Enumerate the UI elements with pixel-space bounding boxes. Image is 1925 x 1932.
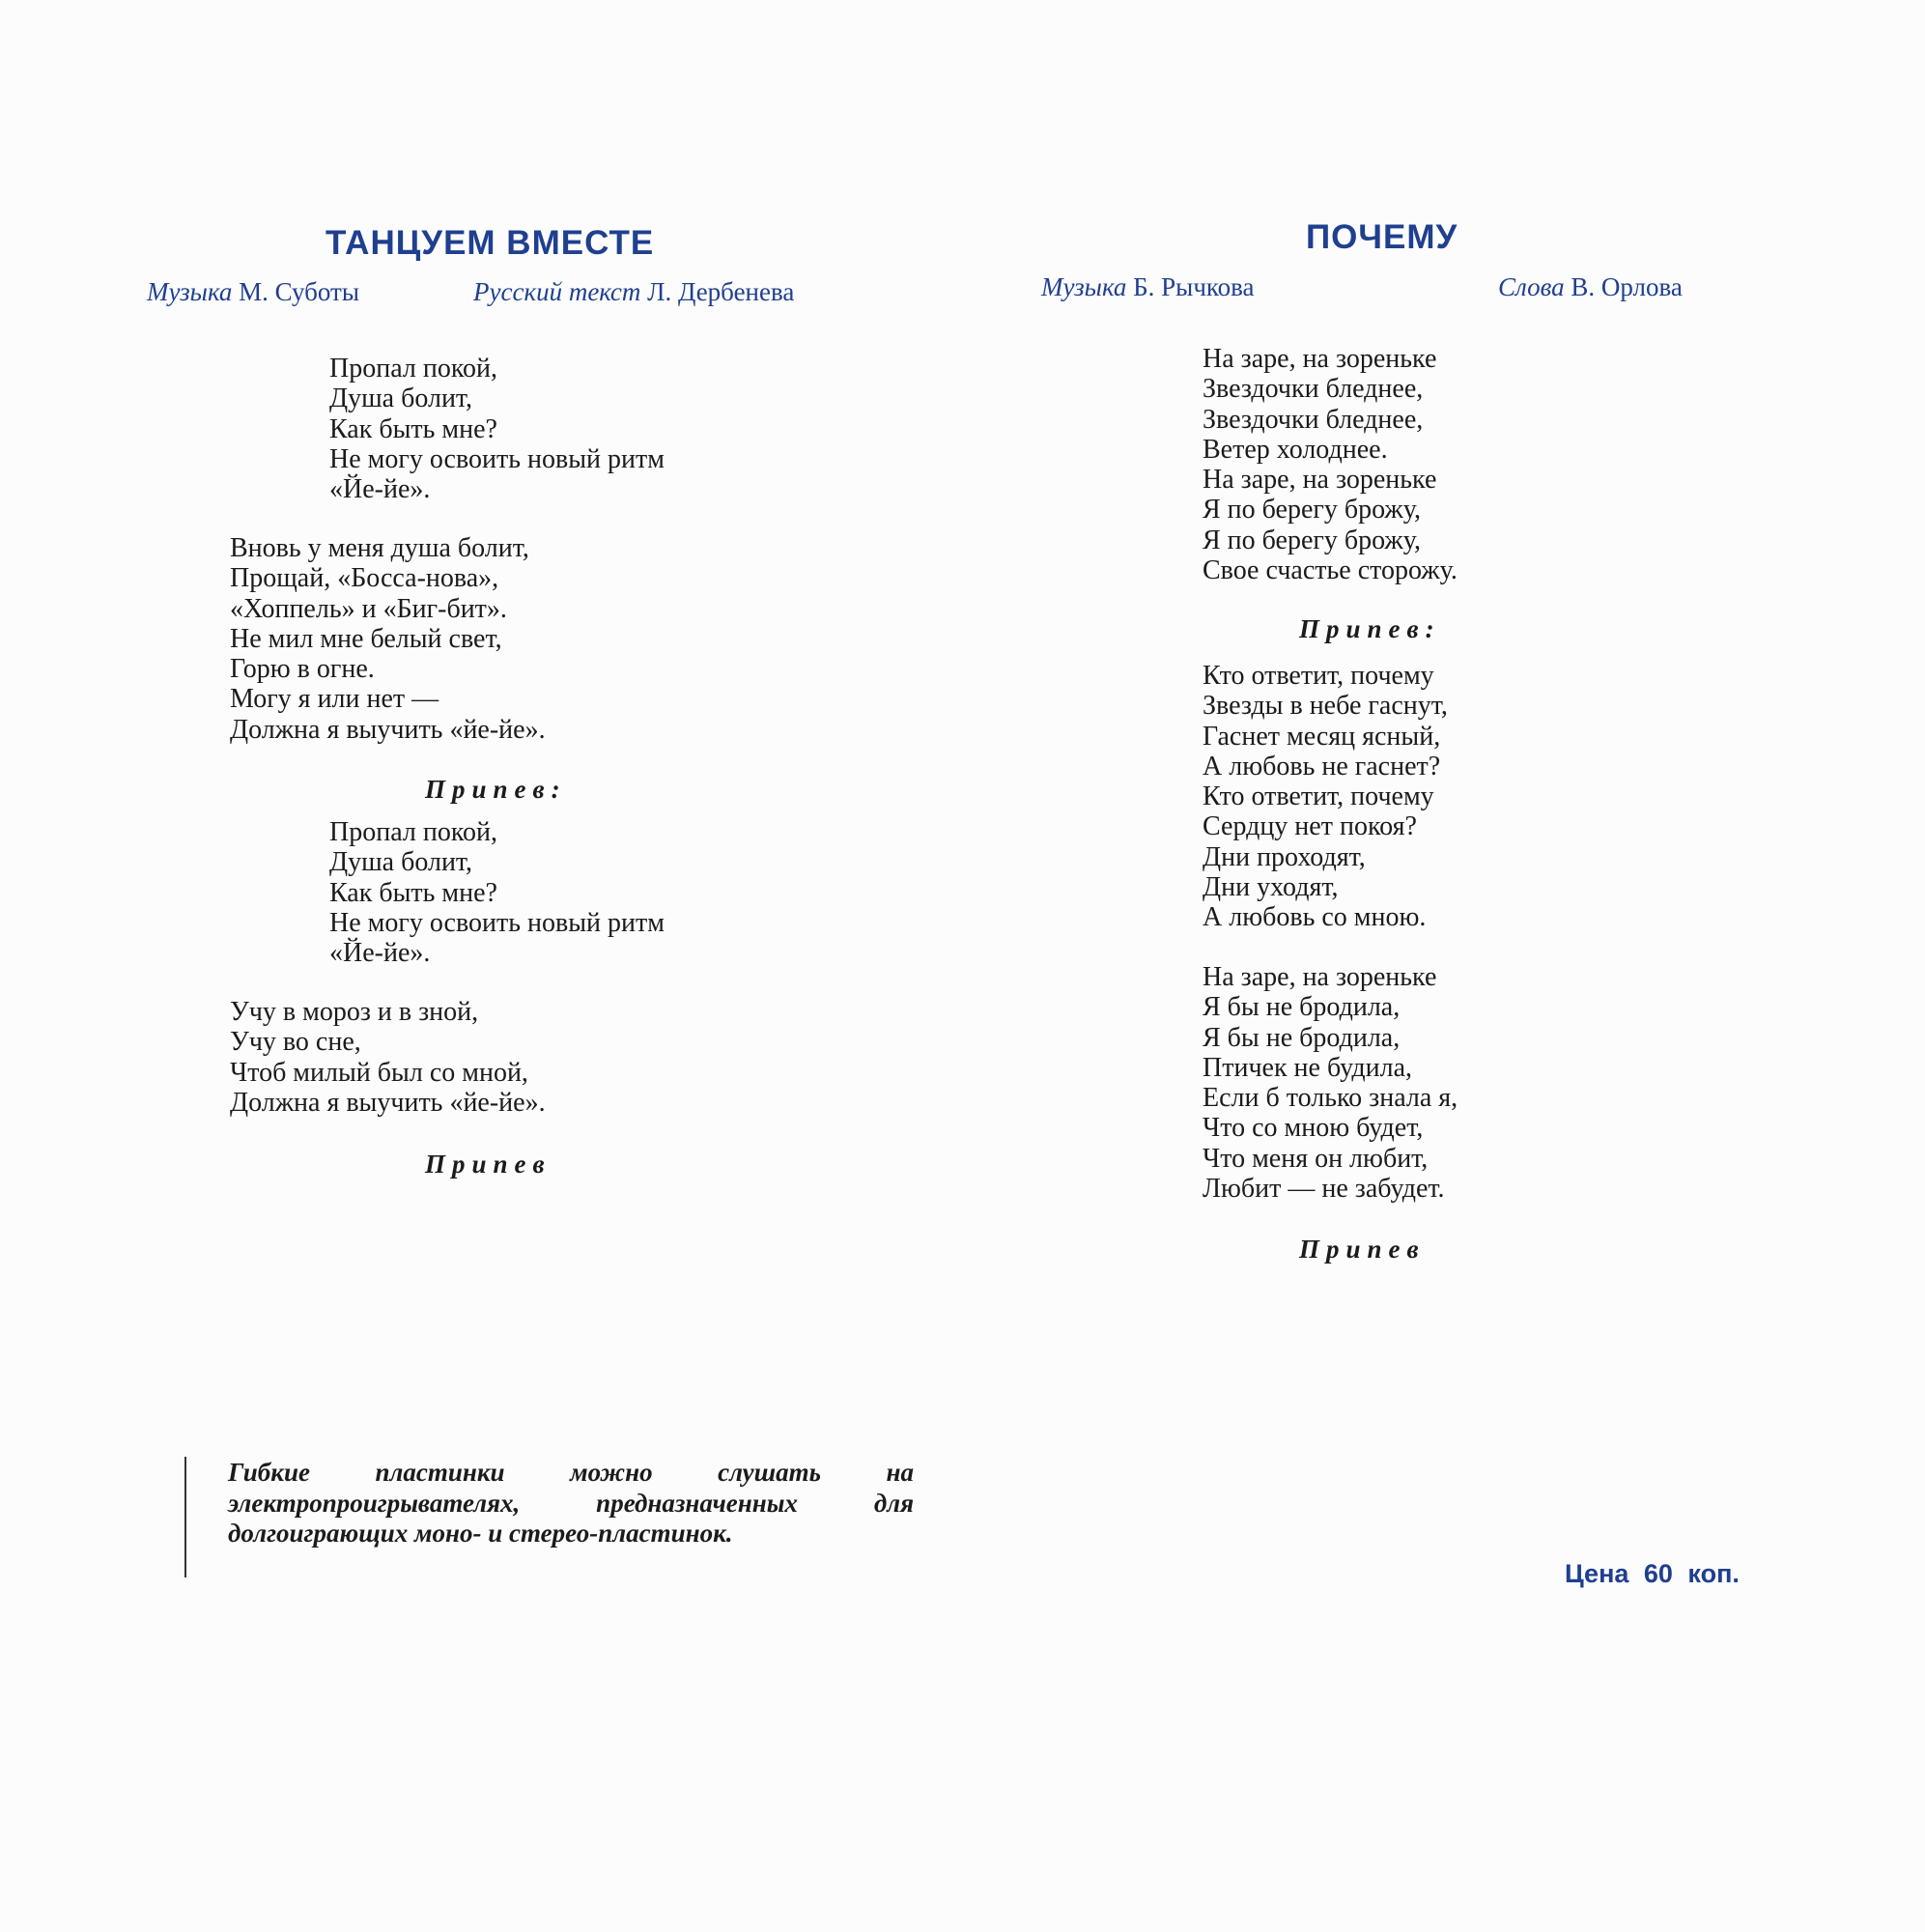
lyric-line: Свое счастье сторожу. bbox=[1203, 555, 1458, 586]
lyric-line: Могу я или нет — bbox=[230, 684, 439, 715]
left-song-music-credit bbox=[147, 277, 359, 307]
right-refrain-end: Припев bbox=[1299, 1235, 1426, 1264]
right-song-title: ПОЧЕМУ bbox=[1306, 218, 1458, 256]
price-label: Цена 60 коп. bbox=[1565, 1559, 1740, 1588]
composer-name: Б. Рычкова bbox=[1133, 272, 1255, 301]
lyric-line: Пропал покой, bbox=[329, 354, 498, 384]
lyric-line: Что со мною будет, bbox=[1203, 1113, 1424, 1144]
lyric-line: Учу в мороз и в зной, bbox=[230, 997, 479, 1027]
right-refrain-label: Припев: bbox=[1299, 614, 1441, 643]
lyric-line: Горю в огне. bbox=[230, 654, 375, 685]
lyric-line: «Хоппель» и «Биг-бит». bbox=[230, 593, 507, 624]
lyric-line: Кто ответит, почему bbox=[1203, 661, 1434, 691]
lyric-line: Как быть мне? bbox=[329, 413, 497, 444]
right-stanza-3 bbox=[1203, 962, 1458, 1204]
right-song-words-credit bbox=[1498, 272, 1683, 302]
words-credit-prefix: Слова bbox=[1498, 272, 1565, 301]
lyric-line: Не могу освоить новый ритм bbox=[329, 443, 665, 474]
lyric-line: Звезды в небе гаснут, bbox=[1203, 691, 1448, 722]
lyricist-name: В. Орлова bbox=[1571, 272, 1683, 301]
lyric-line: Душа болит, bbox=[329, 384, 473, 414]
lyric-line: Прощай, «Босса-нова», bbox=[230, 563, 499, 594]
lyric-line: Ветер холоднее. bbox=[1203, 434, 1388, 465]
lyric-line: Учу во сне, bbox=[230, 1027, 361, 1058]
lyric-line: Я бы не бродила, bbox=[1203, 992, 1401, 1023]
lyric-line: Дни проходят, bbox=[1203, 841, 1366, 872]
lyric-line: Пропал покой, bbox=[329, 817, 498, 847]
right-stanza-2 bbox=[1203, 661, 1448, 933]
left-refrain-end: Припев bbox=[425, 1150, 552, 1179]
text-credit-prefix: Русский текст bbox=[473, 277, 641, 306]
lyric-line: Что меня он любит, bbox=[1203, 1143, 1429, 1174]
lyric-line: А любовь со мною. bbox=[1203, 902, 1427, 933]
lyric-line: Дни уходят, bbox=[1203, 872, 1339, 903]
lyric-line: «Йе-йе». bbox=[329, 938, 431, 969]
right-stanza-1 bbox=[1203, 344, 1458, 585]
lyric-line: Звездочки бледнее, bbox=[1203, 374, 1424, 405]
right-song-music-credit bbox=[1041, 272, 1255, 302]
left-stanza-1 bbox=[329, 354, 665, 504]
left-song-text-credit bbox=[473, 277, 794, 307]
lyric-line: Сердцу нет покоя? bbox=[1203, 811, 1417, 842]
lyric-line: Если б только знала я, bbox=[1203, 1083, 1458, 1114]
composer-name: М. Суботы bbox=[239, 277, 359, 306]
music-credit-prefix: Музыка bbox=[1041, 272, 1127, 301]
lyric-line: Вновь у меня душа болит, bbox=[230, 533, 529, 563]
lyric-line: Я по берегу брожу, bbox=[1203, 495, 1421, 526]
lyricist-name: Л. Дербенева bbox=[647, 277, 795, 306]
lyric-line: На заре, на зореньке bbox=[1203, 344, 1437, 374]
lyric-line: «Йе-йе». bbox=[329, 474, 431, 505]
lyric-line: Я бы не бродила, bbox=[1203, 1022, 1401, 1053]
lyric-line: На заре, на зореньке bbox=[1203, 962, 1437, 992]
lyric-line: Звездочки бледнее, bbox=[1203, 404, 1424, 435]
lyric-line: Как быть мне? bbox=[329, 877, 497, 908]
lyric-line: Чтоб милый был со мной, bbox=[230, 1057, 528, 1088]
playback-note: Гибкие пластинки можно слушать на электропроигрывателях, предназначенных для долгоиграющих моно- и стерео-пластинок. bbox=[228, 1458, 914, 1548]
lyric-line: Гаснет месяц ясный, bbox=[1203, 721, 1441, 752]
left-stanza-2 bbox=[230, 533, 546, 745]
lyric-line: Душа болит, bbox=[329, 847, 473, 878]
note-margin-bar bbox=[184, 1457, 186, 1577]
lyric-line: А любовь не гаснет? bbox=[1203, 751, 1441, 781]
lyric-line: Должна я выучить «йе-йе». bbox=[230, 714, 546, 745]
music-credit-prefix: Музыка bbox=[147, 277, 233, 306]
lyric-line: Кто ответит, почему bbox=[1203, 781, 1434, 812]
lyric-line: Не мил мне белый свет, bbox=[230, 623, 502, 654]
lyric-line: Должна я выучить «йе-йе». bbox=[230, 1087, 546, 1118]
lyric-line: Я по берегу брожу, bbox=[1203, 525, 1421, 555]
lyric-line: На заре, на зореньке bbox=[1203, 465, 1437, 496]
left-song-title: ТАНЦУЕМ ВМЕСТЕ bbox=[326, 224, 655, 262]
lyric-line: Любит — не забудет. bbox=[1203, 1174, 1445, 1205]
left-refrain-label: Припев: bbox=[425, 775, 567, 804]
left-stanza-3 bbox=[329, 817, 665, 968]
lyric-line: Не могу освоить новый ритм bbox=[329, 907, 665, 938]
left-stanza-4 bbox=[230, 997, 546, 1118]
lyric-line: Птичек не будила, bbox=[1203, 1052, 1413, 1083]
